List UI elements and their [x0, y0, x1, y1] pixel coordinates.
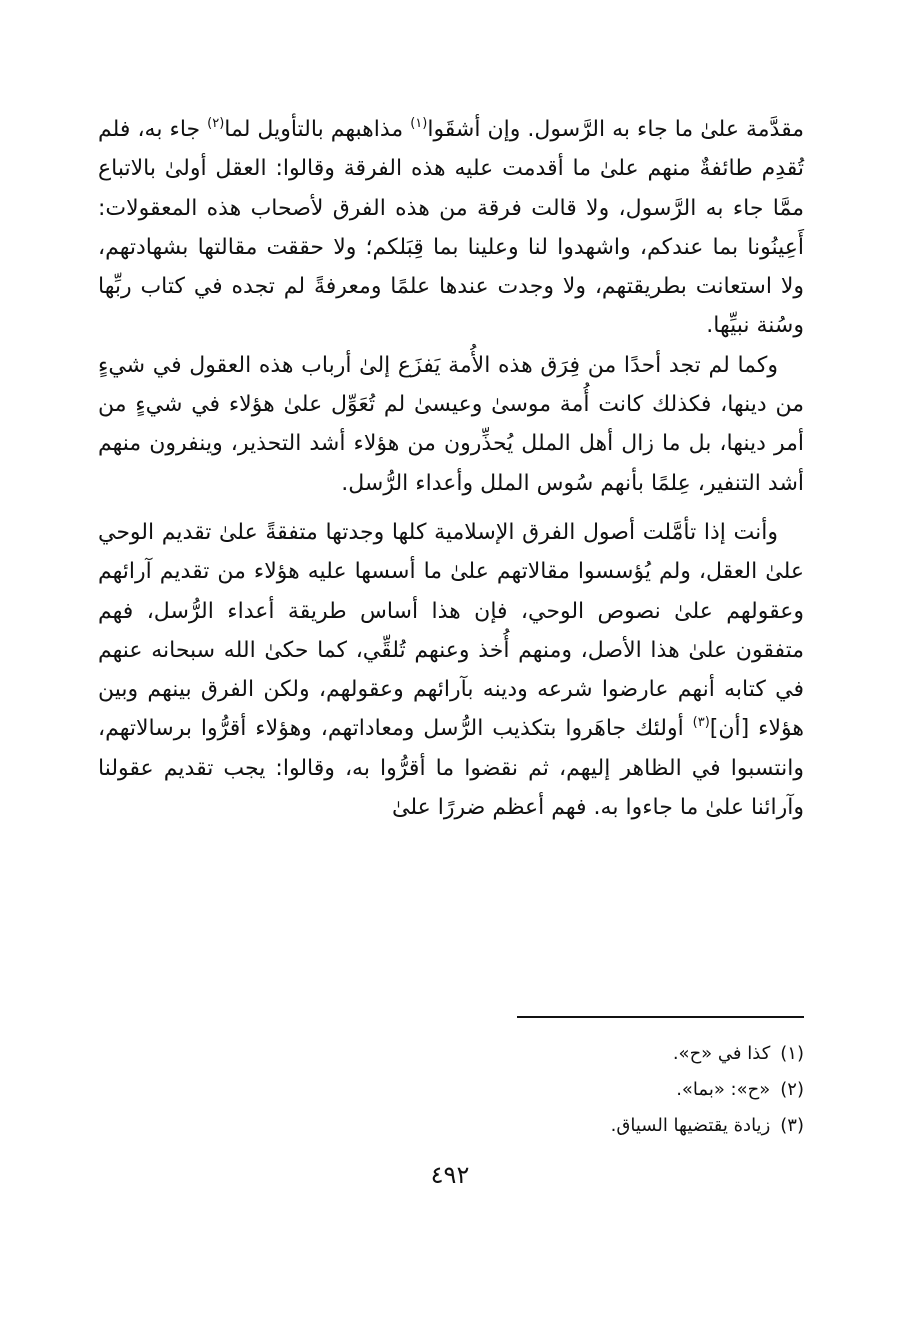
footnote-separator — [517, 1016, 804, 1018]
footnote-text: زيادة يقتضيها السياق. — [610, 1115, 771, 1136]
paragraph-1-part-a: مقدَّمة علىٰ ما جاء به الرَّسول. وإن أشقَوا — [427, 117, 804, 142]
footnote-number: (١) — [780, 1043, 804, 1064]
footnote-3 — [450, 1108, 804, 1144]
footnotes — [450, 1036, 804, 1144]
paragraph-3-part-b: أولئك جاهَروا بتكذيب الرُّسل ومعاداتهم، وهؤلاء أقرُّوا برسالاتهم، وانتسبوا في الظاهر إليهم، ثم نقضوا ما أقرُّوا به، وقالوا: يجب تقديم عقولنا وآرائنا علىٰ ما جاءوا به. فهم أعظم ضررًا علىٰ — [98, 716, 804, 821]
footnote-text: «ح»: «بما». — [676, 1079, 771, 1100]
footnote-ref-3: (٣) — [692, 715, 710, 731]
paragraph-2: وكما لم تجد أحدًا من فِرَق هذه الأُمة يَفزَع إلىٰ أرباب هذه العقول في شيءٍ من دينها، فكذلك كانت أُمة موسىٰ وعيسىٰ لم تُعَوِّل علىٰ هؤلاء في شيءٍ من أمر دينها، بل ما زال أهل الملل يُحذِّرون من هؤلاء أشد التحذير، وينفرون منهم أشد التنفير، عِلمًا بأنهم سُوس الملل وأعداء الرُّسل. — [98, 352, 804, 496]
paragraph-3-part-a: وأنت إذا تأمَّلت أصول الفرق الإسلامية كلها وجدتها متفقةً علىٰ تقديم الوحي علىٰ العقل، ولم يُؤسسوا مقالاتهم علىٰ ما أسسها عليه هؤلاء من تقديم آرائهم وعقولهم علىٰ نصوص الوحي، فإن هذا أساس طريقة أعداء الرُّسل، فهم متفقون علىٰ هذا الأصل، ومنهم أُخذ وعنهم تُلقِّي، كما حكىٰ الله سبحانه عنهم في كتابه أنهم عارضوا شرعه ودينه بآرائهم وعقولهم، ولكن الفرق بينهم وبين هؤلاء [أن] — [98, 519, 805, 742]
footnote-1 — [450, 1036, 804, 1072]
paragraph-3 — [98, 513, 804, 827]
footnote-ref-1: (١) — [410, 116, 428, 131]
paragraph-1-part-b: مذاهبهم بالتأويل لما — [224, 117, 411, 142]
paragraph-1-part-c: جاء به، فلم تُقدِم طائفةٌ منهم علىٰ ما أقدمت عليه هذه الفرقة وقالوا: العقل أولىٰ بالاتباع ممَّا جاء به الرَّسول، ولا قالت فرقة من هذه الفرق لأصحاب هذه المعقولات: أَعِينُونا بما عندكم، واشهدوا لنا وعلينا بما قِبَلكم؛ ولا حققت مقالتها بشهادتهم، ولا استعانت بطريقتهم، ولا وجدت عندها علمًا ومعرفةً لم تجده في كتاب ربِّها وسُنة نبيِّها. — [98, 117, 804, 339]
page-number: ٤٩٢ — [430, 1161, 470, 1189]
footnote-text: كذا في «ح». — [672, 1043, 771, 1064]
main-text — [98, 110, 804, 827]
footnote-number: (٣) — [780, 1115, 804, 1136]
paragraph-1 — [98, 110, 804, 346]
footnote-ref-2: (٢) — [207, 116, 225, 131]
footnote-number: (٢) — [780, 1079, 804, 1100]
footnote-2 — [450, 1072, 804, 1108]
